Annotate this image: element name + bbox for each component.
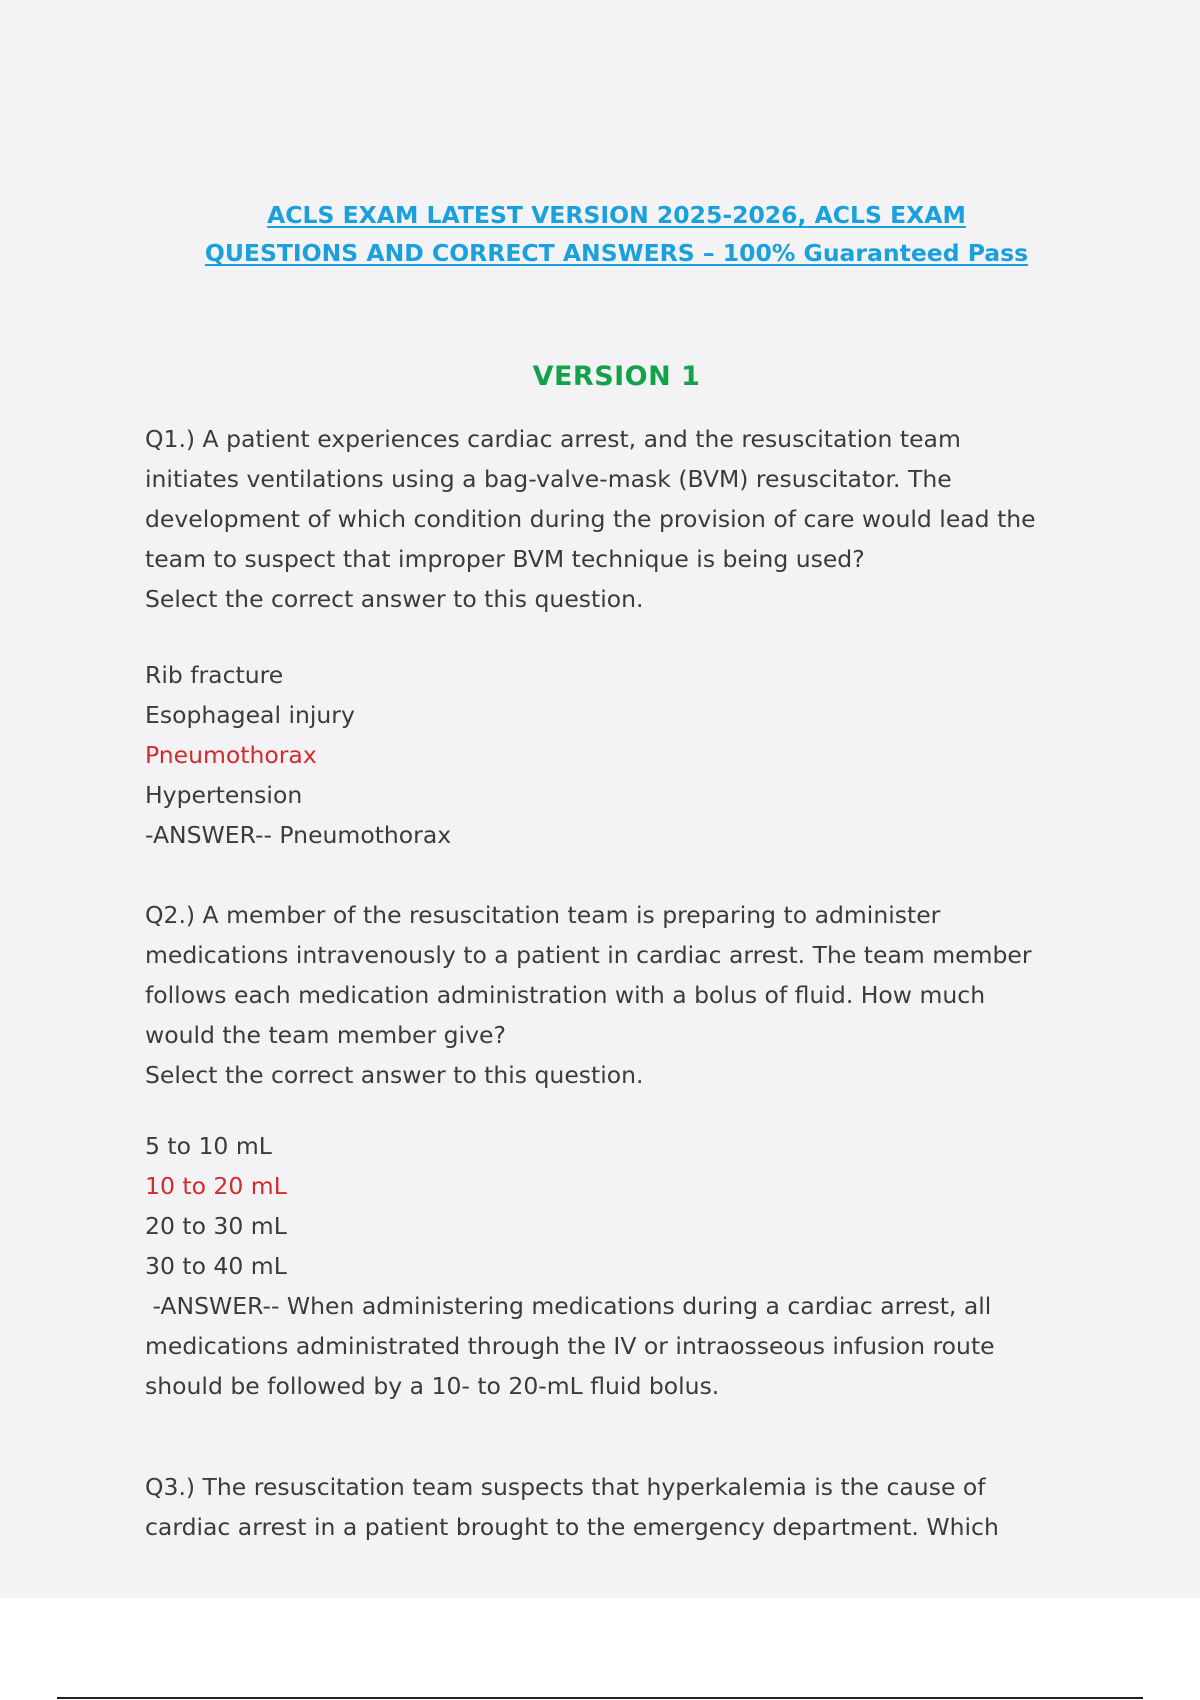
question-3-text — [145, 1467, 1085, 1547]
answer-line: medications administrated through the IV or intraosseous infusion route — [145, 1332, 995, 1360]
answer-line: should be followed by a 10- to 20-mL fluid bolus. — [145, 1372, 720, 1400]
question-line: development of which condition during the provision of care would lead the — [145, 505, 1036, 533]
answer-option: Hypertension — [145, 781, 303, 809]
question-2-text — [145, 895, 1085, 1095]
question-line: Q2.) A member of the resuscitation team is preparing to administer — [145, 901, 941, 929]
answer-line: -ANSWER-- When administering medications during a cardiac arrest, all — [145, 1292, 992, 1320]
question-line: Select the correct answer to this question. — [145, 1061, 644, 1089]
correct-answer-option: 10 to 20 mL — [145, 1172, 287, 1200]
question-line: initiates ventilations using a bag-valve-mask (BVM) resuscitator. The — [145, 465, 952, 493]
document-title — [0, 196, 1200, 272]
answer-line: -ANSWER-- Pneumothorax — [145, 821, 452, 849]
question-2-options — [145, 1126, 1085, 1406]
question-line: Q1.) A patient experiences cardiac arrest, and the resuscitation team — [145, 425, 961, 453]
question-line: follows each medication administration with a bolus of fluid. How much — [145, 981, 986, 1009]
question-line: would the team member give? — [145, 1021, 506, 1049]
answer-option: Esophageal injury — [145, 701, 355, 729]
correct-answer-option: Pneumothorax — [145, 741, 317, 769]
question-1-text — [145, 419, 1085, 619]
answer-option: 5 to 10 mL — [145, 1132, 272, 1160]
title-line-2: QUESTIONS AND CORRECT ANSWERS – 100% Guaranteed Pass — [204, 239, 1029, 267]
question-line: cardiac arrest in a patient brought to the emergency department. Which — [145, 1513, 999, 1541]
title-line-1: ACLS EXAM LATEST VERSION 2025-2026, ACLS EXAM — [267, 201, 966, 229]
version-heading: VERSION 1 — [532, 361, 701, 392]
page-divider — [57, 1697, 1143, 1699]
question-line: team to suspect that improper BVM technique is being used? — [145, 545, 865, 573]
question-line: Select the correct answer to this question. — [145, 585, 644, 613]
answer-option: 30 to 40 mL — [145, 1252, 287, 1280]
question-line: medications intravenously to a patient in cardiac arrest. The team member — [145, 941, 1032, 969]
question-1-options — [145, 655, 1085, 855]
answer-option: Rib fracture — [145, 661, 284, 689]
answer-option: 20 to 30 mL — [145, 1212, 287, 1240]
question-line: Q3.) The resuscitation team suspects that hyperkalemia is the cause of — [145, 1473, 986, 1501]
